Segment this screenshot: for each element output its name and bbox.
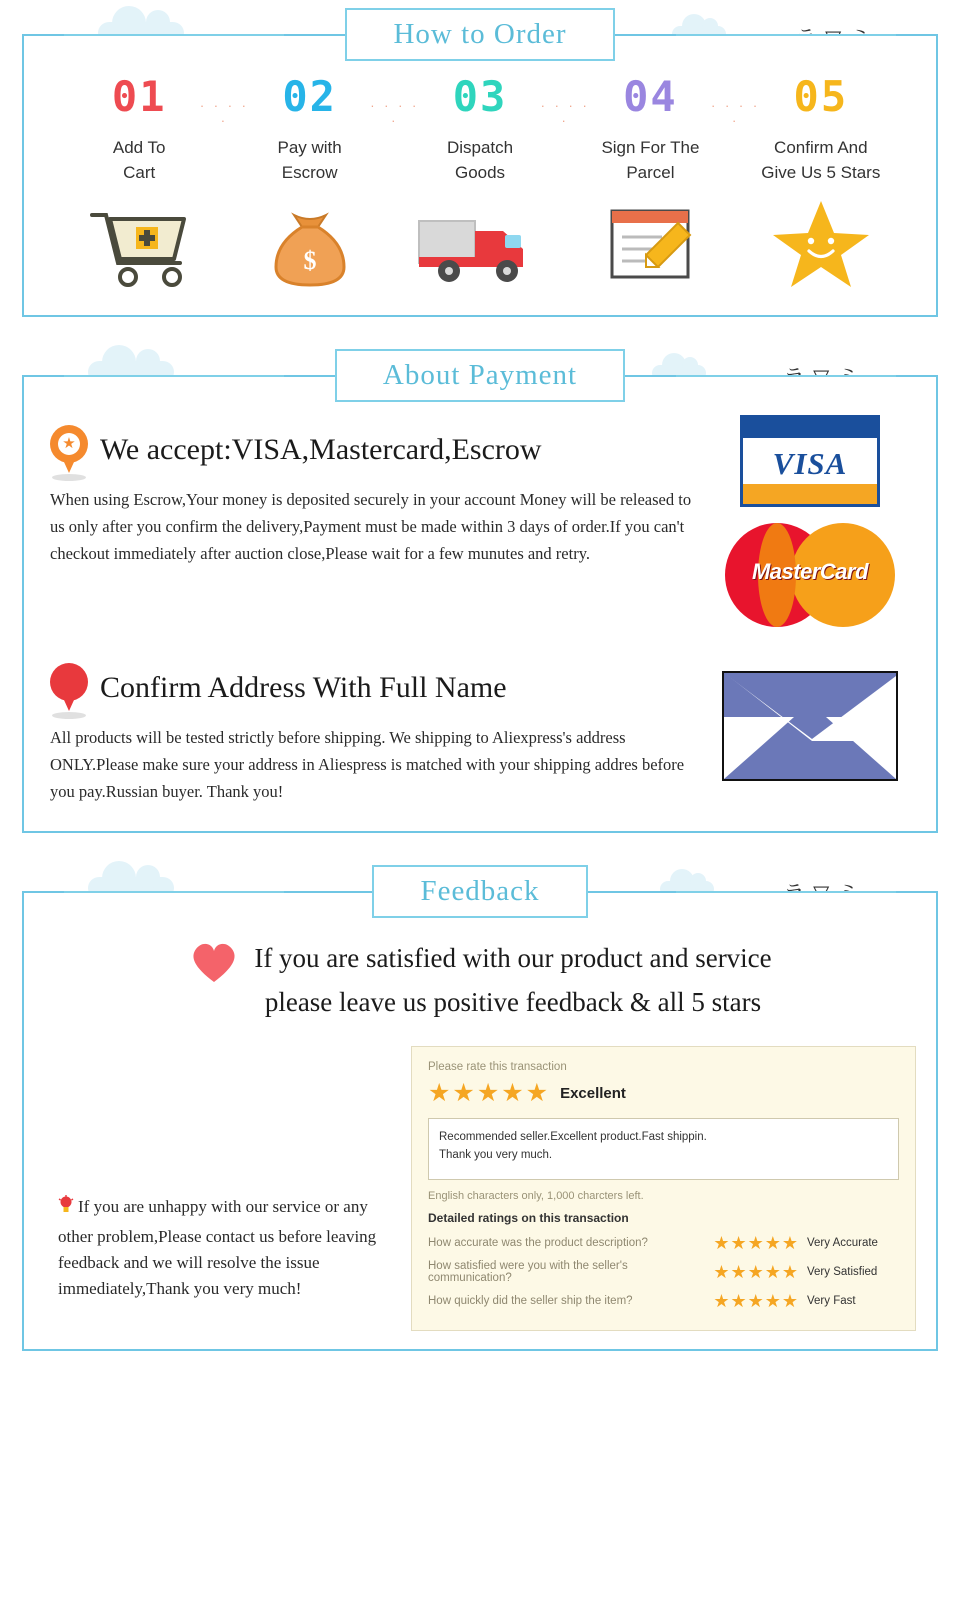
shopping-cart-icon [54,197,224,289]
rating-card [411,1046,916,1331]
section-header [24,863,936,919]
rating-question: How satisfied were you with the seller's communication? [428,1259,628,1284]
payment-text-1 [50,415,710,567]
section-feedback [22,874,938,1350]
visa-card-icon [740,415,880,507]
payment-text-2 [50,653,710,805]
header-rule-left [64,375,284,377]
payment-body-text: When using Escrow,Your money is deposited securely in your account Money will be released to us only after you confirm the delivery,Payment must be made within 3 days of order.If you can't checkout immediately after auction close,Please wait for a few munutes and retry. [50,490,692,563]
payment-heading-1 [50,425,692,475]
overall-rating-label: Excellent [560,1084,626,1102]
step-connector-dots: · · · · · [540,98,590,128]
feedback-wrapper [0,859,960,1394]
lightbulb-icon [58,1195,74,1223]
payment-logos [710,415,910,627]
section-about-payment [22,358,938,833]
detailed-rating-row [428,1256,899,1288]
payment-body-text: All products will be tested strictly before shipping. We shipping to Aliexpress's address ONLY.Please make sure your address in Aliespress is matched with your shipping addres before you pay.Russian buyer. Thank you! [50,728,685,801]
steps-list [50,62,910,289]
feedback-headline [44,919,916,1023]
smiling-star-icon [736,197,906,289]
about-payment-wrapper [0,343,960,833]
visa-label: VISA [772,446,848,482]
payment-heading-text: Confirm Address With Full Name [100,671,507,705]
section-title-box [345,8,614,61]
section-header [24,347,936,403]
comment-textarea[interactable] [428,1118,899,1180]
page-title: About Payment [382,358,578,391]
feedback-headline-line2: please leave us positive feedback & all 5 stars [264,986,762,1017]
characters-hint: English characters only, 1,000 charcters left. [428,1189,644,1202]
header-rule-left [64,34,284,36]
rating-value[interactable] [713,1263,899,1281]
mastercard-icon [725,523,895,627]
step-item [565,72,761,289]
row-label: Very Fast [807,1294,856,1307]
step-number: 02 [282,72,337,121]
rating-question: How accurate was the product description? [428,1236,648,1249]
row-label: Very Satisfied [807,1265,878,1278]
heart-icon [188,937,240,990]
page-title: Feedback [420,874,540,907]
page-title: How to Order [393,17,567,50]
envelope-wrapper [710,653,910,781]
delivery-truck-icon [395,197,565,289]
section-body [24,403,936,831]
rating-question: How quickly did the seller ship the item? [428,1294,633,1307]
row-stars[interactable]: ★★★★★ [713,1232,799,1253]
header-rule-right [676,375,896,377]
payment-block-2 [50,653,910,805]
star-badge-icon: ★ [58,433,80,455]
how-to-order-wrapper [0,0,960,317]
payment-heading-text: We accept:VISA,Mastercard,Escrow [100,433,542,467]
feedback-note-text [58,1194,397,1302]
step-number: 03 [452,72,508,121]
step-label: Add To Cart [112,138,166,182]
step-connector-dots: · · · · · [199,98,249,128]
feedback-headline-text [254,937,771,1023]
sign-document-icon [565,197,735,289]
mastercard-label: MasterCard [751,559,869,585]
step-number: 04 [623,72,678,121]
comment-line-1: Recommended seller.Excellent product.Fast shippin. [439,1130,707,1143]
section-header [24,6,936,62]
detailed-rating-row [428,1230,899,1256]
payment-block-1 [50,415,910,627]
money-bag-icon [224,197,394,289]
step-label: Sign For The Parcel [601,138,700,182]
rating-value[interactable] [713,1234,899,1252]
header-rule-left [64,891,284,893]
location-pin-icon [50,663,88,713]
step-item [54,72,249,289]
step-connector-dots: · · · · · [370,98,420,128]
section-title-box [372,865,587,918]
feedback-headline-line1: If you are satisfied with our product and service [254,943,772,974]
step-connector-dots: · · · · · [711,98,761,128]
step-item [224,72,420,289]
header-rule-right [676,891,896,893]
section-how-to-order [22,17,938,317]
step-number: 01 [111,72,167,121]
overall-stars[interactable]: ★★★★★ [428,1078,551,1107]
row-label: Very Accurate [807,1236,878,1249]
section-title-box [335,349,625,402]
step-label: Pay with Escrow [277,138,342,182]
header-rule-right [676,34,896,36]
rating-value[interactable] [713,1292,899,1310]
envelope-icon [722,671,898,781]
section-body [24,919,936,1348]
overall-rating[interactable] [428,1078,899,1107]
row-stars[interactable]: ★★★★★ [713,1290,799,1311]
step-number: 05 [793,72,849,121]
feedback-note [44,1194,411,1330]
feedback-bottom [44,1046,916,1331]
step-label: Dispatch Goods [446,138,514,182]
payment-heading-2 [50,663,692,713]
rate-lead-text: Please rate this transaction [428,1060,567,1073]
comment-line-2: Thank you very much. [439,1149,553,1162]
step-label: Confirm And Give Us 5 Stars [761,138,881,182]
step-item [736,72,906,289]
feedback-note-copy: If you are unhappy with our service or any other problem,Please contact us before leaving feedback and we will resolve the issue immediately,Thank you very much! [58,1197,377,1299]
location-pin-icon [50,425,88,475]
row-stars[interactable]: ★★★★★ [713,1261,799,1282]
detailed-ratings-title: Detailed ratings on this transaction [428,1210,629,1225]
step-item [395,72,590,289]
section-body [24,62,936,315]
svg-text:$: $ [303,246,317,276]
detailed-rating-row [428,1288,899,1314]
